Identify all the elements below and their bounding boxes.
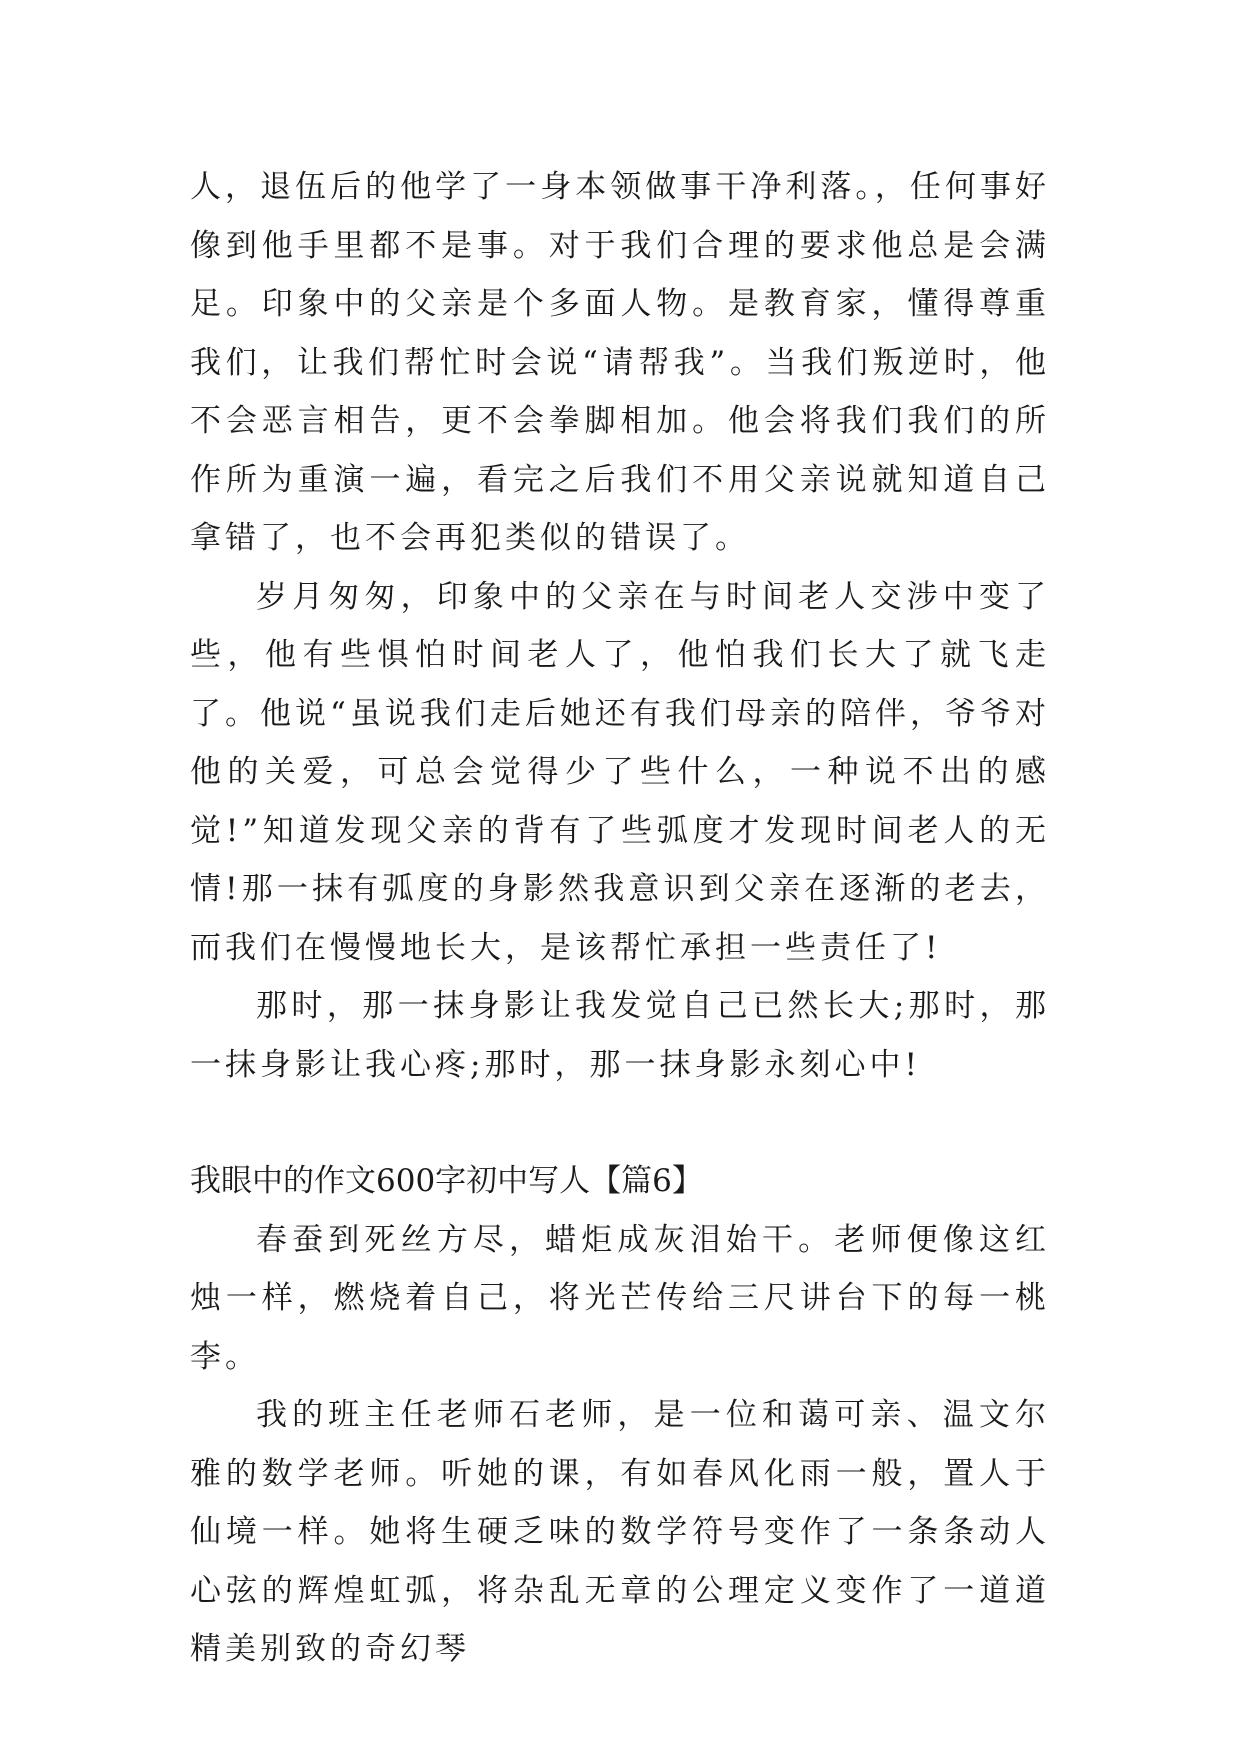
document-body xyxy=(190,158,1050,1679)
paragraph-father-continued: 人，退伍后的他学了一身本领做事干净利落。，任何事好像到他手里都不是事。对于我们合理的要求他总是会满足。印象中的父亲是个多面人物。是教育家，懂得尊重我们，让我们帮忙时会说“请帮我”。当我们叛逆时，他不会恶言相告，更不会拳脚相加。他会将我们我们的所作所为重演一遍，看完之后我们不用父亲说就知道自己拿错了，也不会再犯类似的错误了。 xyxy=(190,169,1050,556)
section-heading: 我眼中的作文600字初中写人【篇6】 xyxy=(190,1163,703,1199)
paragraph-candle-metaphor: 春蚕到死丝方尽，蜡炬成灰泪始干。老师便像这红烛一样，燃烧着自己，将光芒传给三尺讲台下的每一桃李。 xyxy=(190,1221,1050,1375)
paragraph-teacher-description: 我的班主任老师石老师，是一位和蔼可亲、温文尔雅的数学老师。听她的课，有如春风化雨一般，置人于仙境一样。她将生硬乏味的数学符号变作了一条条动人心弦的辉煌虹弧，将杂乱无章的公理定义变作了一道道精美别致的奇幻琴 xyxy=(190,1397,1050,1667)
paragraph-conclusion: 那时，那一抹身影让我发觉自己已然长大;那时，那一抹身影让我心疼;那时，那一抹身影永刻心中! xyxy=(190,988,1050,1083)
paragraph-time-passing: 岁月匆匆，印象中的父亲在与时间老人交涉中变了些，他有些惧怕时间老人了，他怕我们长大了就飞走了。他说“虽说我们走后她还有我们母亲的陪伴，爷爷对他的关爱，可总会觉得少了些什么，一种说不出的感觉!”知道发现父亲的背有了些弧度才发现时间老人的无情!那一抹有弧度的身影然我意识到父亲在逐渐的老去，而我们在慢慢地长大，是该帮忙承担一些责任了! xyxy=(190,578,1050,966)
section-spacer xyxy=(190,1094,1050,1152)
